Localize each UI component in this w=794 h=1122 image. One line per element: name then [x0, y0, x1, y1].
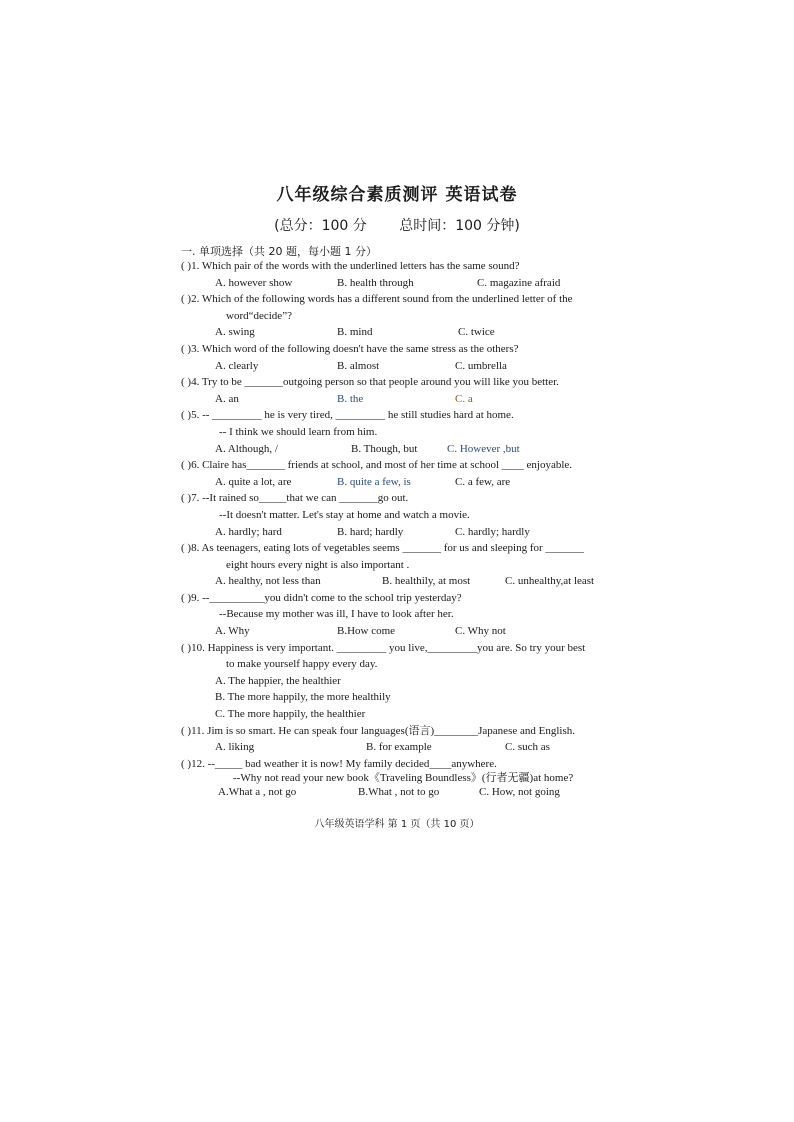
option-c: C. such as	[505, 741, 550, 754]
options-row	[181, 623, 621, 640]
option-b: B. The more happily, the more healthily	[215, 691, 391, 704]
options-row	[181, 275, 621, 292]
option-a: A. The happier, the healthier	[215, 674, 341, 687]
option-c: C. a few, are	[455, 475, 511, 488]
option-c: C. hardly; hardly	[455, 525, 530, 538]
option-b: B.What , not to go	[358, 786, 440, 799]
option-c: C. unhealthy,at least	[505, 575, 595, 588]
question-list	[181, 258, 621, 801]
option-b: B. Though, but	[351, 442, 418, 455]
option-a: A. an	[215, 392, 239, 405]
option-a: A. swing	[215, 326, 255, 339]
question-line: ( )7. --It rained so_____that we can _______go out.	[181, 492, 409, 505]
option-c: C. The more happily, the healthier	[215, 708, 366, 721]
option-a: A. however show	[215, 276, 293, 289]
option-a: A. clearly	[215, 359, 259, 372]
question-line: ( )11. Jim is so smart. He can speak four languages(语言)________Japanese and English.	[181, 724, 575, 737]
option-a: A. liking	[215, 741, 255, 754]
total-time: 总时间：100 分钟)	[399, 218, 520, 234]
options-row	[181, 358, 621, 375]
question-line: ( )10. Happiness is very important. _________ you live,_________you are. So try your best	[181, 641, 586, 654]
question-line: ( )6. Claire has_______ friends at school, and most of her time at school ____ enjoyable.	[181, 459, 573, 472]
question-line-cont: eight hours every night is also important .	[226, 558, 410, 571]
options-row	[181, 573, 621, 590]
option-b: B. hard; hardly	[337, 525, 404, 538]
option-a: A.What a , not go	[218, 786, 297, 799]
option-c: C. umbrella	[455, 359, 507, 372]
question-line: ( )5. -- _________ he is very tired, _________ he still studies hard at home.	[181, 409, 514, 422]
options-row	[181, 324, 621, 341]
option-b: B. the	[337, 392, 364, 405]
option-b: B.How come	[337, 625, 396, 638]
question-line-cont: --Because my mother was ill, I have to look after her.	[219, 608, 454, 621]
options-row	[181, 739, 621, 756]
option-b: B. quite a few, is	[337, 475, 411, 488]
option-a: A. hardly; hard	[215, 525, 282, 538]
page-footer: 八年级英语学科 第 1 页（共 10 页）	[314, 819, 480, 830]
options-row	[181, 474, 621, 491]
total-score: (总分：100 分	[274, 218, 367, 234]
question-line: ( )8. As teenagers, eating lots of vegetables seems _______ for us and sleeping for _______	[181, 542, 584, 555]
option-b: B. almost	[337, 359, 380, 372]
options-row	[181, 784, 621, 801]
page-title: 八年级综合素质测评 英语试卷	[276, 185, 518, 205]
option-c: C. a	[455, 392, 473, 405]
option-a: A. Why	[215, 625, 250, 638]
score-time-line	[0, 215, 794, 235]
option-c: C. twice	[458, 326, 495, 339]
section-heading: 一. 单项选择（共 20 题，每小题 1 分）	[181, 245, 377, 258]
option-b: B. health through	[337, 276, 414, 289]
option-b: B. for example	[366, 741, 432, 754]
question-line: ( )9. --__________you didn't come to the school trip yesterday?	[181, 591, 462, 604]
question-line-cont: --Why not read your new book《Traveling Boundless》(行者无疆)at home?	[233, 772, 574, 785]
options-row	[181, 441, 621, 458]
option-a: A. Although, /	[215, 442, 278, 455]
question-line: ( )4. Try to be _______outgoing person so that people around you will like you better.	[181, 376, 559, 389]
question-line-cont: -- I think we should learn from him.	[219, 425, 378, 438]
option-c: C. How, not going	[479, 786, 560, 799]
option-b: B. healthily, at most	[382, 575, 471, 588]
option-a: A. quite a lot, are	[215, 475, 292, 488]
option-a: A. healthy, not less than	[215, 575, 321, 588]
question-line: ( )12. --_____ bad weather it is now! My family decided____anywhere.	[181, 757, 497, 770]
question-line-cont: to make yourself happy every day.	[226, 658, 378, 671]
options-row	[181, 391, 621, 408]
options-row	[181, 524, 621, 541]
option-c: C. However ,but	[447, 442, 520, 455]
question-line-cont: word“decide”?	[226, 309, 292, 322]
question-line-cont: --It doesn't matter. Let's stay at home and watch a movie.	[219, 508, 470, 521]
option-b: B. mind	[337, 326, 373, 339]
question-line: ( )3. Which word of the following doesn't have the same stress as the others?	[181, 342, 519, 355]
option-c: C. Why not	[455, 625, 506, 638]
question-line: ( )1. Which pair of the words with the underlined letters has the same sound?	[181, 260, 520, 272]
question-line: ( )2. Which of the following words has a different sound from the underlined letter of the	[181, 293, 573, 306]
option-c: C. magazine afraid	[477, 276, 561, 289]
